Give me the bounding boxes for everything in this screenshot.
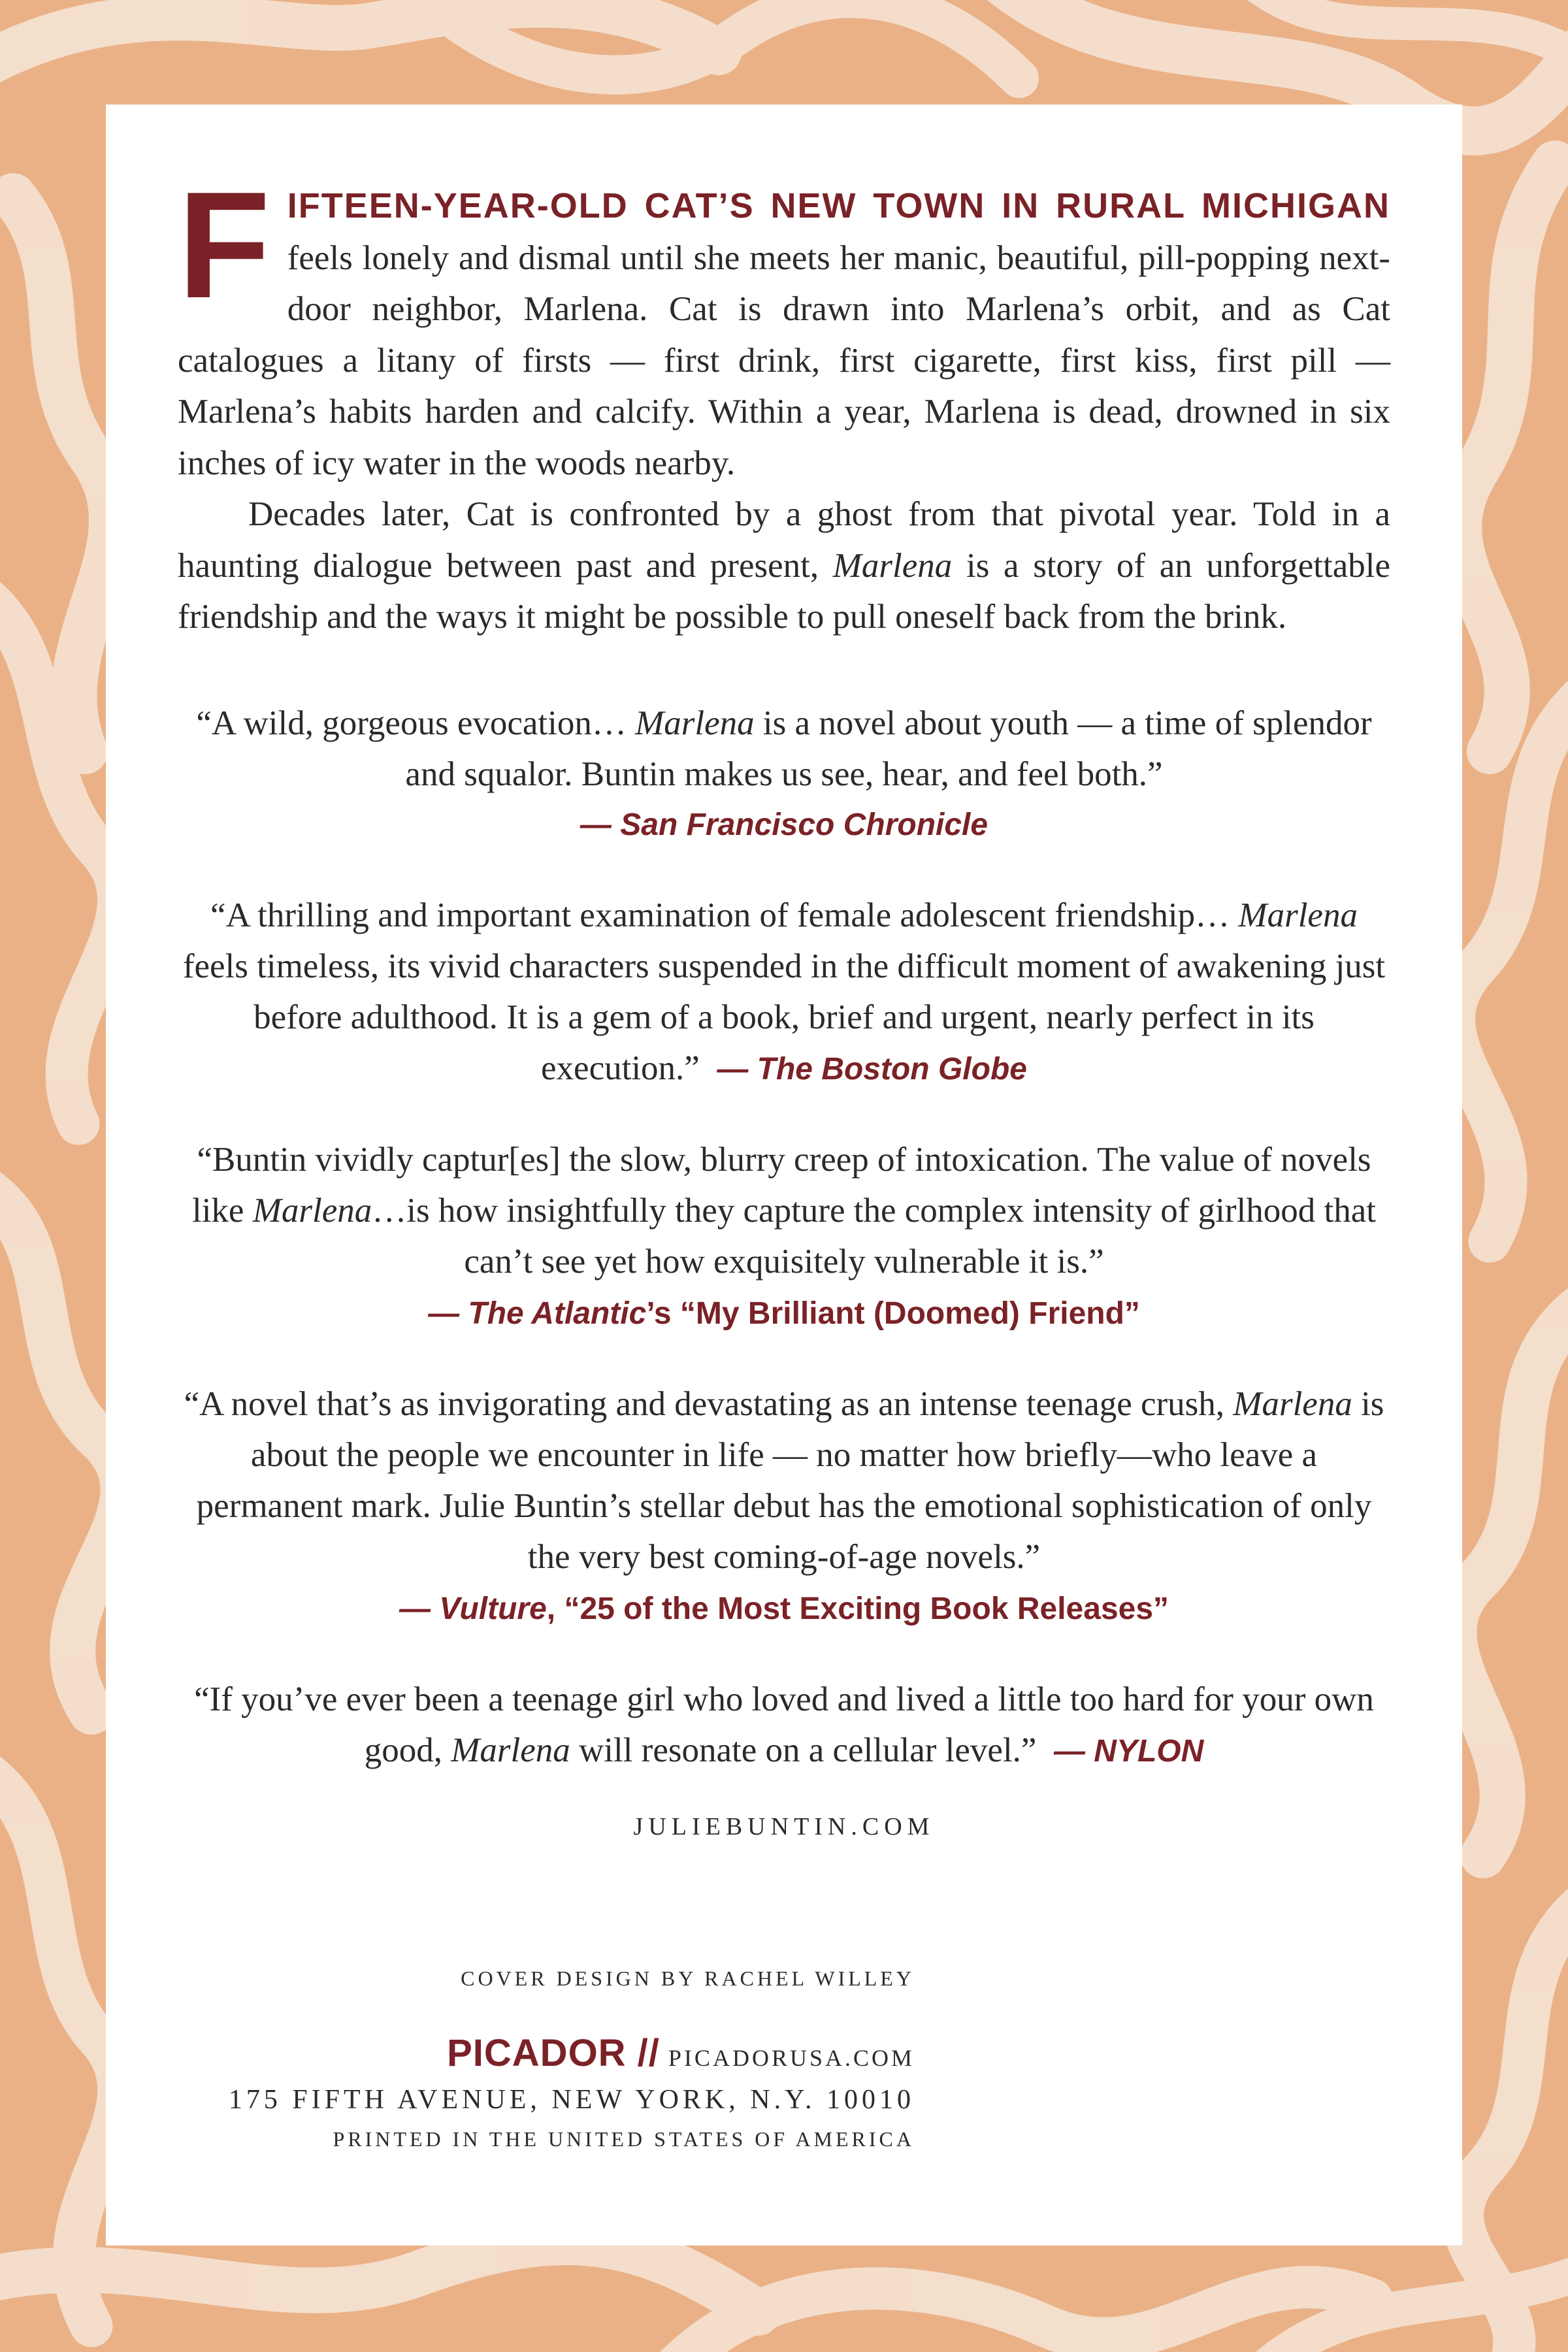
review-quote-boston-globe: “A thrilling and important examination of female adolescent friendship… Marlena feels timeless, its vivid characters suspended in the difficult moment of awakening just before adulthood. It is a gem of a book, brief and urgent, nearly perfect in its execution.” — The Boston Globe [182, 896, 1386, 1087]
book-title: Marlena [1233, 1384, 1352, 1423]
swirl-stroke [1459, 163, 1555, 751]
review-source: — The Atlantic’s “My Brilliant (Doomed) Friend” [428, 1296, 1140, 1331]
blurb-paragraph-2: Decades later, Cat is confronted by a ghost from that pivotal year. Told in a haunting dialogue between past and present, Marlena is a story of an unforgettable friendship and the ways it might be possible to pull oneself back from the brink. [178, 495, 1390, 636]
drop-cap: F [178, 161, 270, 330]
blurb-lede-caps: IFTEEN-YEAR-OLD CAT’S NEW TOWN IN RURAL MICHIGAN [287, 186, 1390, 225]
book-title: Marlena [451, 1731, 570, 1769]
publisher-address: 175 FIFTH AVENUE, NEW YORK, N.Y. 10010 [228, 2085, 915, 2115]
review-source: — NYLON [1053, 1733, 1204, 1769]
review-quote-atlantic: “Buntin vividly captur[es] the slow, blurry creep of intoxication. The value of novels like Marlena…is how insightfully they capture the complex intensity of girlhood that can’t see yet how exquisitely vulnerable it is.” — The Atlantic’s “My Brilliant (Doomed) Friend” [178, 1134, 1390, 1339]
publisher-name: PICADOR // [447, 2032, 660, 2074]
review-source: — Vulture, “25 of the Most Exciting Book Releases” [399, 1591, 1169, 1626]
review-source: — San Francisco Chronicle [580, 807, 988, 842]
back-cover-panel [106, 105, 1462, 2246]
review-quote-vulture: “A novel that’s as invigorating and devastating as an intense teenage crush, Marlena is about the people we encounter in life — no matter how briefly—who leave a permanent mark. Julie Buntin’s stellar debut has the emotional sophistication of only the very best coming-of-age novels.” — Vulture, “25 of the Most Exciting Book Releases” [178, 1379, 1390, 1635]
swirl-stroke [0, 1176, 123, 1712]
back-cover-content [178, 161, 1390, 1841]
blurb-paragraph-1-text: feels lonely and dismal until she meets her manic, beautiful, pill-popping next-door neighbor, Marlena. Cat is drawn into Marlena’s orbit, and as Cat catalogues a litany of firsts — first drink, first cigarette, first kiss, first pill — Marlena’s habits harden and calcify. Within a year, Marlena is dead, drowned in six inches of icy water in the woods nearby. [178, 238, 1390, 482]
review-quote-sf-chronicle: “A wild, gorgeous evocation… Marlena is a novel about youth — a time of splendor and squalor. Buntin makes us see, hear, and feel both.” — San Francisco Chronicle [178, 698, 1390, 851]
swirl-stroke [0, 1764, 119, 2326]
review-source: — The Boston Globe [717, 1051, 1027, 1086]
publisher-line [229, 2031, 915, 2075]
book-title: Marlena [252, 1191, 372, 1230]
swirl-stroke [1454, 686, 1568, 1241]
blurb-paragraph-1 [178, 161, 1390, 489]
review-quote-nylon: “If you’ve ever been a teenage girl who loved and lived a little too hard for your own good, Marlena will resonate on a cellular level.” — NYLON [194, 1680, 1374, 1769]
author-website: JULIEBUNTIN.COM [633, 1812, 935, 1840]
printed-in-notice: PRINTED IN THE UNITED STATES OF AMERICA [333, 2127, 915, 2151]
book-title: Marlena [832, 546, 953, 585]
credits-block [229, 1967, 915, 2151]
book-title: Marlena [635, 704, 755, 742]
swirl-stroke [1454, 1307, 1568, 1855]
publisher-website: PICADORUSA.COM [659, 2045, 915, 2071]
book-title: Marlena [1238, 896, 1358, 934]
cover-design-credit: COVER DESIGN BY RACHEL WILLEY [461, 1967, 915, 1990]
swirl-stroke [653, 2287, 1372, 2352]
swirl-stroke [0, 2242, 758, 2313]
